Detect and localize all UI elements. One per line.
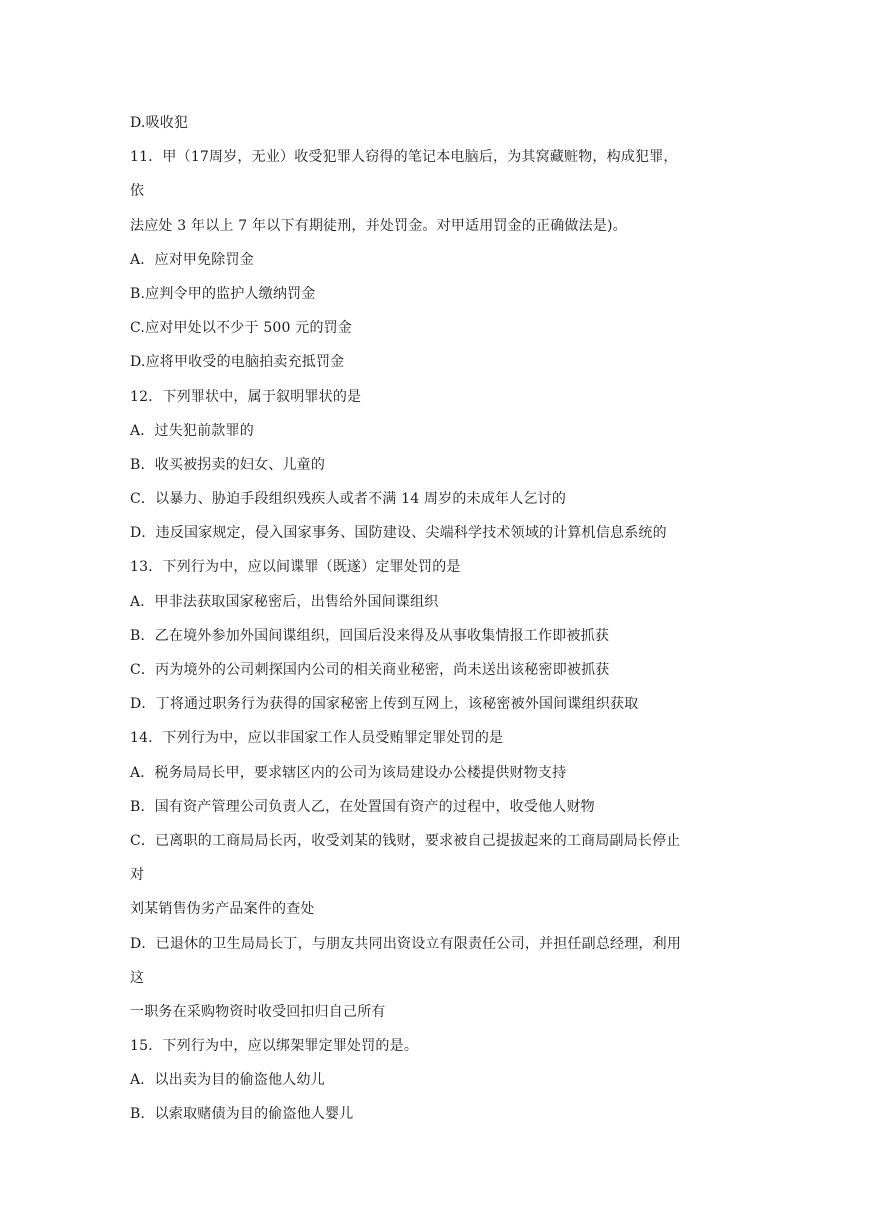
question-13-option-a: A．甲非法获取国家秘密后，出售给外国间谍组织 xyxy=(130,593,439,610)
question-11-option-c: C.应对甲处以不少于 500 元的罚金 xyxy=(130,320,353,337)
question-12-stem: 12．下列罪状中，属于叙明罪状的是 xyxy=(130,388,362,405)
question-11-option-d: D.应将甲收受的电脑拍卖充抵罚金 xyxy=(130,354,345,371)
question-14-option-d-continued: 一职务在采购物资时收受回扣归自己所有 xyxy=(130,1003,386,1020)
option-d-absorption-offense: D.吸收犯 xyxy=(130,115,189,131)
question-14-option-b: B．国有资产管理公司负责人乙，在处置国有资产的过程中，收受他人财物 xyxy=(130,798,595,815)
question-12-option-b: B．收买被拐卖的妇女、儿童的 xyxy=(130,456,326,473)
question-12-option-c: C．以暴力、胁迫手段组织残疾人或者不满 14 周岁的未成年人乞讨的 xyxy=(130,491,567,508)
question-11-stem: 11．甲（17周岁，无业）收受犯罪人窃得的笔记本电脑后，为其窝藏赃物，构成犯罪， xyxy=(130,149,678,166)
question-11-option-b: B.应判令甲的监护人缴纳罚金 xyxy=(130,285,316,302)
question-14-option-c-continued: 刘某销售伪劣产品案件的查处 xyxy=(130,901,315,918)
question-13-option-b: B．乙在境外参加外国间谍组织，回国后没来得及从事收集情报工作即被抓获 xyxy=(130,627,610,644)
question-11-stem-continued: 法应处 3 年以上 7 年以下有期徒刑，并处罚金。对甲适用罚金的正确做法是)。 xyxy=(130,217,627,234)
question-14-option-d-wrap: 这 xyxy=(130,969,145,986)
question-15-stem: 15．下列行为中，应以绑架罪定罪处罚的是。 xyxy=(130,1038,419,1055)
question-15-option-b: B．以索取赌债为目的偷盗他人婴儿 xyxy=(130,1106,354,1123)
question-13-option-d: D．丁将通过职务行为获得的国家秘密上传到互网上，该秘密被外国间谍组织获取 xyxy=(130,696,639,713)
question-14-option-c-wrap: 对 xyxy=(130,867,145,884)
question-12-option-d: D．违反国家规定，侵入国家事务、国防建设、尖端科学技术领域的计算机信息系统的 xyxy=(130,525,667,542)
question-14-option-a: A．税务局局长甲，要求辖区内的公司为该局建设办公楼提供财物支持 xyxy=(130,764,567,781)
question-13-option-c: C．丙为境外的公司刺探国内公司的相关商业秘密，尚未送出该秘密即被抓获 xyxy=(130,662,610,678)
question-11-stem-wrap: 依 xyxy=(130,183,145,200)
question-14-option-d: D．已退休的卫生局局长丁，与朋友共同出资设立有限责任公司，并担任副总经理，利用 xyxy=(130,935,682,952)
question-14-option-c: C．已离职的工商局局长丙，收受刘某的钱财，要求被自己提拔起来的工商局副局长停止 xyxy=(130,832,681,849)
question-15-option-a: A．以出卖为目的偷盗他人幼儿 xyxy=(130,1072,325,1089)
document-body xyxy=(130,109,730,1135)
question-14-stem: 14．下列行为中，应以非国家工作人员受贿罪定罪处罚的是 xyxy=(130,730,504,747)
question-11-option-a: A．应对甲免除罚金 xyxy=(130,251,254,268)
question-12-option-a: A．过失犯前款罪的 xyxy=(130,422,254,439)
question-13-stem: 13．下列行为中，应以间谍罪（既遂）定罪处罚的是 xyxy=(130,559,461,576)
